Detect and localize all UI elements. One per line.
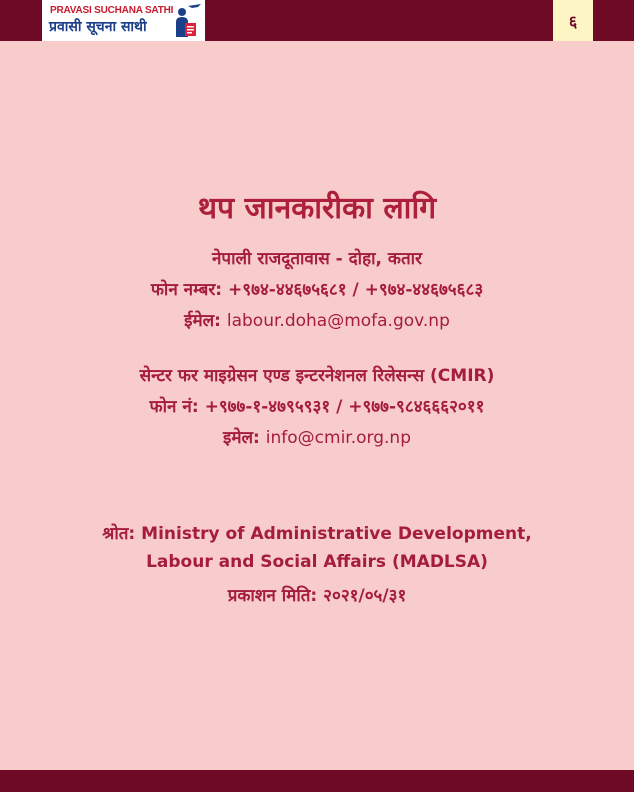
source-text-1: Ministry of Administrative Development, [141, 524, 532, 544]
source-line-2: Labour and Social Affairs (MADLSA) [146, 552, 488, 572]
cmir-email-label: इमेल: [223, 428, 260, 448]
page-title: थप जानकारीका लागि [197, 191, 437, 226]
cmir-name: सेन्टर फर माइग्रेसन एण्ड इन्टरनेशनल रिलेसन्स (CMIR) [139, 366, 495, 386]
embassy-email [0, 308, 634, 331]
logo-text-en: PRAVASI SUCHANA SATHI [50, 5, 174, 16]
embassy-email-value[interactable]: labour.doha@mofa.gov.np [226, 311, 450, 331]
embassy-phone-label: फोन नम्बर: [150, 280, 223, 300]
bottom-bar [0, 770, 634, 792]
embassy-name: नेपाली राजदूतावास - दोहा, कतार [211, 249, 422, 269]
person-plane-icon [172, 3, 202, 38]
cmir-email [0, 425, 634, 448]
embassy-email-label: ईमेल: [184, 311, 221, 331]
source-line-1 [0, 521, 634, 544]
logo [42, 0, 205, 41]
cmir-phone-value: +९७७-१-४७९५९३१ / +९७७-९८४६६६२०११ [204, 397, 485, 417]
publication-date-value: २०२१/०५/३१ [323, 586, 407, 606]
source-label: श्रोत: [102, 524, 136, 544]
cmir-email-value[interactable]: info@cmir.org.np [265, 428, 411, 448]
page-number-badge: ६ [553, 0, 593, 41]
cmir-phone-label: फोन नं: [149, 397, 199, 417]
embassy-phone [0, 277, 634, 300]
embassy-phone-value: +९७४-४४६७५६८१ / +९७४-४४६७५६८३ [228, 280, 484, 300]
logo-text-np: प्रवासी सूचना साथी [49, 19, 147, 35]
publication-date [0, 583, 634, 606]
cmir-phone [0, 394, 634, 417]
publication-date-label: प्रकाशन मिति: [227, 586, 318, 606]
